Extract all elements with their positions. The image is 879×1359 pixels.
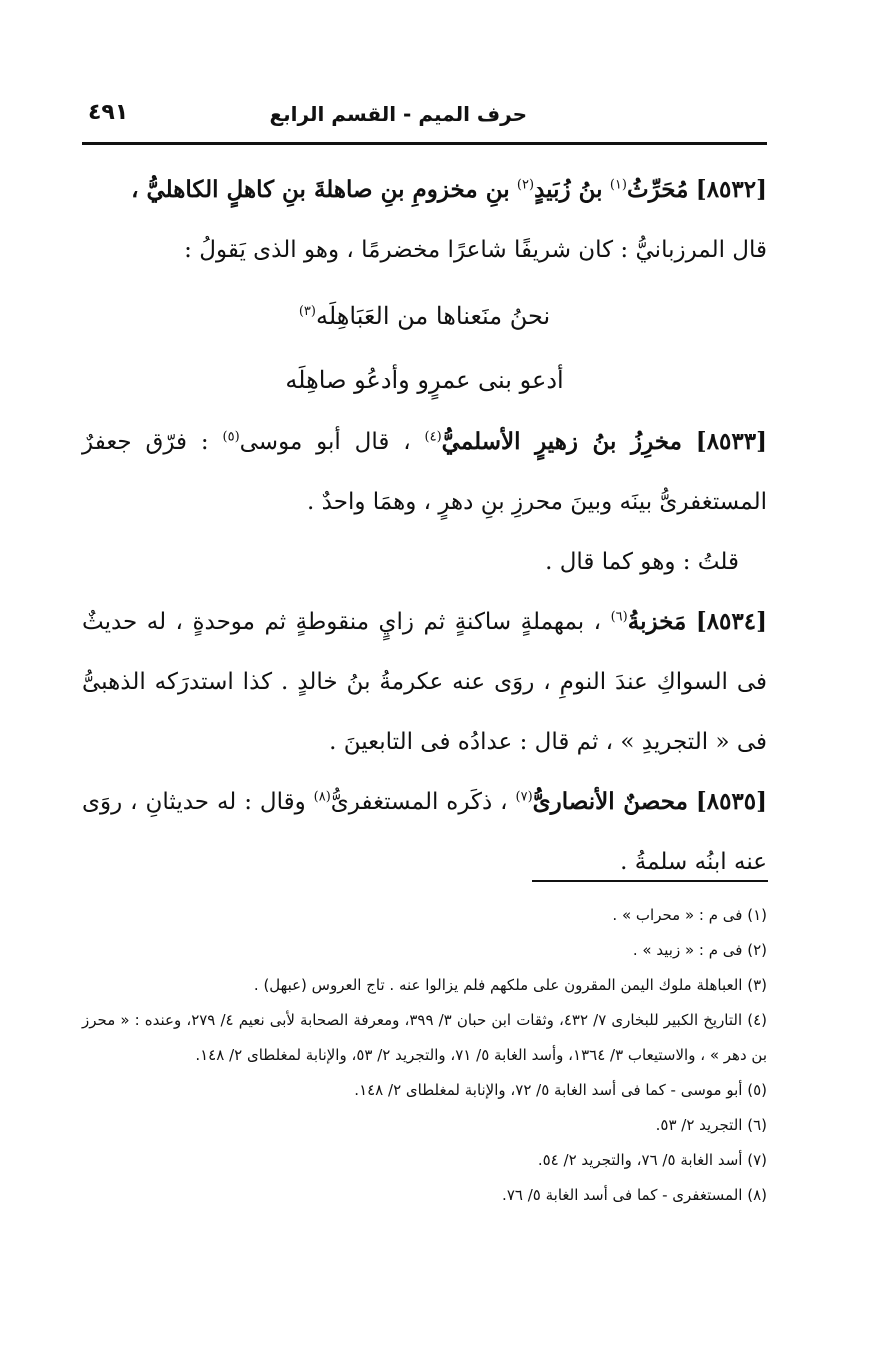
main-text — [82, 160, 767, 892]
footnote-ref[interactable]: (٢) — [516, 177, 535, 193]
footnote-5: (٥) أبو موسى - كما فى أسد الغابة ٥/ ٧٢، والإنابة لمغلطاى ٢/ ١٤٨. — [354, 1081, 767, 1099]
entry-text: ، بمهملةٍ ساكنةٍ ثم زايٍ منقوطةٍ ثم موحدةٍ ، له حديثٌ فى السواكِ عندَ النومِ ، روَى عنه عكرمةُ بنُ خالدٍ . كذا استدرَكه الذهبىُّ فى « التجريدِ » ، ثم قال : عدادُه فى التابعينَ . — [82, 609, 767, 755]
verse-line: نحنُ منَعناها من العَبَاهِلَه(٣) — [298, 302, 551, 330]
footnote-6: (٦) التجريد ٢/ ٥٣. — [655, 1116, 767, 1134]
page-header — [82, 96, 767, 136]
entry-name: مخرِزُ بنُ زهيرٍ الأسلميُّ — [441, 428, 682, 455]
entry-name-part: بنُ زُبَيدٍ — [534, 176, 603, 203]
entry-number: [٨٥٣٤] — [695, 608, 768, 635]
footnote-ref[interactable]: (٨) — [313, 789, 331, 805]
footnote-1: (١) فى م : « محراب » . — [612, 906, 767, 924]
entry-number: [٨٥٣٣] — [695, 428, 767, 455]
footnote-ref[interactable]: (١) — [609, 177, 627, 193]
verse-line: أدعو بنى عمرٍو وأدعُو صاهِلَه — [285, 366, 564, 394]
footnote-4: (٤) التاريخ الكبير للبخارى ٧/ ٤٣٢، وثقات ابن حبان ٣/ ٣٩٩، ومعرفة الصحابة لأبى نعيم ٤/ ٢٧٩، وعنده : « محرز بن دهر » ، والاستيعاب ٣/ ١٣٦٤، وأسد الغابة ٥/ ٧١، والتجريد ٢/ ٥٣، والإنابة لمغلطاى ٢/ ١٤٨. — [82, 1011, 768, 1064]
footnote-ref[interactable]: (٥) — [222, 429, 240, 445]
footnote-8: (٨) المستغفرى - كما فى أسد الغابة ٥/ ٧٦. — [502, 1186, 767, 1204]
entry-number: [٨٥٣٢] — [695, 176, 767, 203]
entry-text: ، ذكَره المستغفرىُّ — [330, 789, 508, 815]
entry-number: [٨٥٣٥] — [695, 788, 768, 815]
footnotes — [82, 898, 767, 1213]
footnote-ref[interactable]: (٦) — [610, 609, 628, 625]
entry-8534 — [82, 592, 767, 772]
entry-text: قال المرزبانيُّ : كان شريفًا شاعرًا مخضرمًا ، وهو الذى يَقولُ : — [184, 237, 767, 263]
footnote-ref[interactable]: (٤) — [424, 429, 442, 445]
running-title: حرف الميم - القسم الرابع — [269, 102, 527, 126]
entry-text: وقال : له حديثانِ ، روَى عنه ابنُه سلمةُ . — [82, 789, 767, 875]
entry-8533 — [82, 412, 767, 532]
footnote-7: (٧) أسد الغابة ٥/ ٧٦، والتجريد ٢/ ٥٤. — [537, 1151, 767, 1169]
poetry-verse — [82, 284, 767, 412]
entry-name: محصنٌ الأنصارىُّ — [532, 788, 688, 815]
entry-name: مَخزبةُ — [627, 608, 687, 635]
footnote-2: (٢) فى م : « زبيد » . — [632, 941, 767, 959]
page-number: ٤٩١ — [88, 100, 129, 125]
entry-text: ، قال أبو موسى — [239, 429, 411, 455]
entry-text: : فرّق جعفرٌ المستغفرىُّ بينَه وبينَ محرزِ بنِ دهرٍ ، وهمَا واحدٌ . — [82, 429, 767, 515]
footnote-ref[interactable]: (٧) — [515, 789, 533, 805]
entry-8535 — [82, 772, 767, 892]
entry-comment: قلتُ : وهو كما قال . — [545, 549, 739, 575]
header-rule — [82, 142, 767, 145]
footnote-rule — [532, 880, 768, 882]
entry-8532 — [82, 160, 767, 280]
entry-lineage: بنِ مخزومِ بنِ صاهلةَ بنِ كاهلٍ الكاهليُّ ، — [131, 176, 510, 203]
footnote-3: (٣) العباهلة ملوك اليمن المقرون على ملكهم فلم يزالوا عنه . تاج العروس (عبهل) . — [253, 976, 767, 994]
entry-name: مُحَرِّثُ — [626, 176, 689, 203]
